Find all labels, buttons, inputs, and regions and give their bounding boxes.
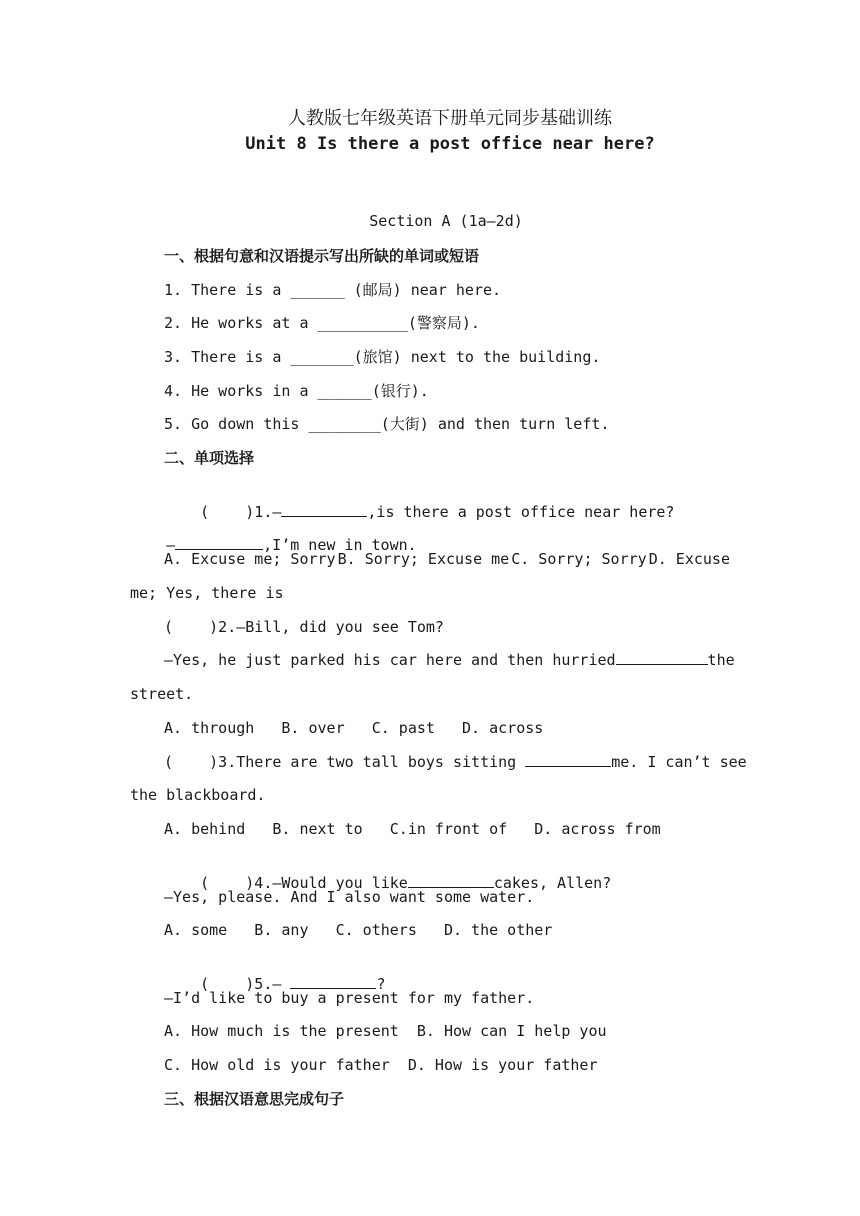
q1-reply-text-b: ,I’m new in town. <box>263 536 417 554</box>
q3-stem-text-a: ( )3.There are two tall boys sitting <box>164 753 526 771</box>
q1-option-a: A. Excuse me; Sorry <box>164 550 336 568</box>
section-title: Section A (1a—2d) <box>369 212 523 230</box>
q1-option-d: D. Excuse <box>648 550 730 568</box>
q1-blank-2 <box>175 535 263 550</box>
q3-stem-cont: the blackboard. <box>130 786 266 804</box>
q4-blank <box>408 873 494 888</box>
q5-blank <box>290 974 376 989</box>
q2-blank <box>616 650 708 665</box>
q5-options-1: A. How much is the present B. How can I help you <box>164 1022 607 1040</box>
q2-options: A. through B. over C. past D. across <box>164 719 544 737</box>
part2-heading: 二、单项选择 <box>164 449 255 467</box>
q2-reply-cont: street. <box>130 685 194 703</box>
q4-reply: —Yes, please. And I also want some water. <box>164 888 535 906</box>
q1-options-cont: me; Yes, there is <box>130 584 284 602</box>
q1-option-c: C. Sorry; Sorry <box>511 550 647 568</box>
q4-stem-text-b: cakes, Allen? <box>493 874 612 892</box>
q3-stem-text-b: me. I can’t see <box>611 753 747 771</box>
q2-reply <box>164 650 735 670</box>
q2-reply-text-a: —Yes, he just parked his car here and then hurried <box>164 651 616 669</box>
part3-heading: 三、根据汉语意思完成句子 <box>164 1090 345 1108</box>
part1-item-5: 5. Go down this ________(大街) and then turn left. <box>164 415 610 433</box>
q1-option-b: B. Sorry; Excuse me <box>337 550 510 568</box>
q3-blank <box>525 752 611 767</box>
q1-stem-text-b: ,is there a post office near here? <box>367 503 675 521</box>
q5-reply: —I’d like to buy a present for my father. <box>164 989 535 1007</box>
part1-heading: 一、根据句意和汉语提示写出所缺的单词或短语 <box>164 247 480 265</box>
worksheet-title-en: Unit 8 Is there a post office near here? <box>245 134 655 154</box>
part1-item-4: 4. He works in a ______(银行). <box>164 382 429 400</box>
q5-stem-text-b: ? <box>376 975 386 993</box>
q3-stem <box>164 752 747 772</box>
q4-stem-text-a: ( )4.—Would you like <box>200 874 408 892</box>
q2-stem: ( )2.—Bill, did you see Tom? <box>164 618 444 636</box>
q3-options: A. behind B. next to C.in front of D. across from <box>164 820 661 838</box>
q1-stem-text-a: ( )1.— <box>200 503 282 521</box>
worksheet-title-cn: 人教版七年级英语下册单元同步基础训练 <box>288 108 612 129</box>
part1-item-2: 2. He works at a __________(警察局). <box>164 314 480 332</box>
q4-options: A. some B. any C. others D. the other <box>164 921 553 939</box>
q2-reply-text-b: the <box>707 651 735 669</box>
q5-options-2: C. How old is your father D. How is your father <box>164 1056 598 1074</box>
part1-item-1: 1. There is a ______ (邮局) near here. <box>164 281 502 299</box>
q1-options <box>164 549 730 569</box>
q5-stem-text-a: ( )5.— <box>200 975 291 993</box>
q1-reply-text-a: — <box>166 536 176 554</box>
part1-item-3: 3. There is a _______(旅馆) next to the building. <box>164 348 601 366</box>
